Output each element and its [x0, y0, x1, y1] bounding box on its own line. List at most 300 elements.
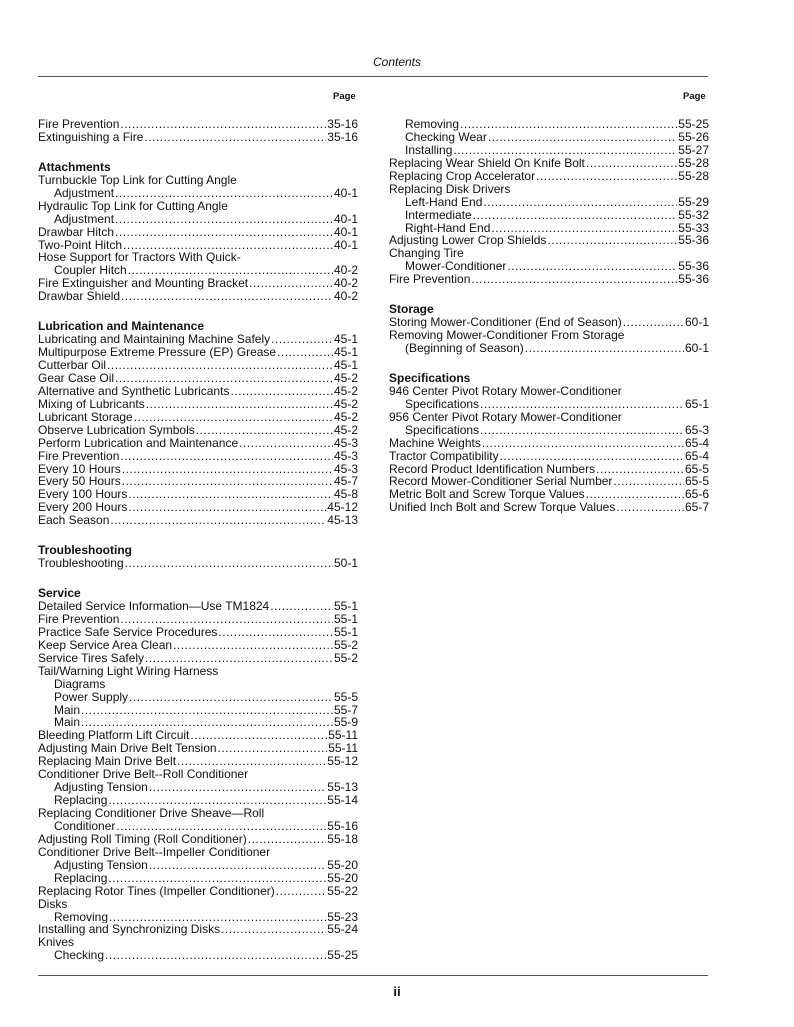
toc-entry-page: 65-4	[684, 449, 709, 463]
toc-entry-title: Changing Tire	[389, 247, 464, 261]
toc-entry-page: 45-13	[327, 514, 358, 528]
dot-leader	[547, 234, 677, 247]
dot-leader	[146, 398, 333, 411]
toc-entry-title: Replacing	[54, 871, 108, 885]
toc-entry-title: Checking	[54, 949, 105, 963]
toc-entry-page: 40-1	[333, 212, 358, 226]
toc-entry[interactable]	[38, 437, 358, 450]
toc-entry[interactable]	[38, 807, 358, 820]
toc-entry[interactable]	[38, 514, 358, 527]
dot-leader	[177, 755, 326, 768]
toc-entry[interactable]	[389, 260, 709, 273]
dot-leader	[525, 342, 684, 355]
toc-entry-page: 65-5	[684, 475, 709, 489]
dot-leader	[121, 290, 333, 303]
toc-entry[interactable]	[38, 411, 358, 424]
dot-leader	[145, 652, 333, 665]
toc-entry-title: Adjusting Tension	[54, 781, 148, 795]
toc-entry-title: Fire Prevention	[389, 273, 471, 287]
toc-entry[interactable]	[389, 170, 709, 183]
toc-entry-page: 55-25	[678, 118, 709, 131]
toc-entry-title: Main	[54, 716, 81, 730]
dot-leader	[110, 514, 326, 527]
toc-entry[interactable]	[38, 872, 358, 885]
toc-entry-page: 65-7	[684, 501, 709, 515]
dot-leader	[173, 639, 333, 652]
toc-entry-page: 55-18	[327, 832, 358, 846]
toc-entry-title: Practice Safe Service Procedures	[38, 625, 218, 639]
dot-leader	[270, 600, 333, 613]
toc-entry-title: Mixing of Lubricants	[38, 397, 145, 411]
header-rule	[38, 76, 708, 77]
toc-entry-title: Detailed Service Information—Use TM1824	[38, 600, 270, 613]
toc-entry-page: 55-25	[327, 949, 358, 963]
dot-leader	[596, 463, 684, 476]
toc-entry-page: 55-7	[333, 703, 358, 717]
dot-leader	[277, 346, 333, 359]
dot-leader	[480, 424, 684, 437]
dot-leader	[115, 213, 333, 226]
toc-entry-page: 65-1	[684, 397, 709, 411]
dot-leader	[221, 923, 326, 936]
toc-entry-title: Every 200 Hours	[38, 501, 128, 515]
toc-entry-title: Mower-Conditioner	[405, 260, 507, 274]
toc-entry[interactable]	[38, 639, 358, 652]
section-heading-service: Service	[38, 586, 81, 601]
toc-entry[interactable]	[38, 213, 358, 226]
dot-leader	[473, 209, 678, 222]
toc-entry-title: Tractor Compatibility	[389, 449, 499, 463]
toc-entry-title: Gear Case Oil	[38, 371, 115, 385]
dot-leader	[460, 118, 677, 131]
toc-entry-title: Specifications	[405, 397, 480, 411]
toc-entry-title: Drawbar Hitch	[38, 225, 115, 239]
toc-entry[interactable]	[389, 450, 709, 463]
toc-entry-title: Every 100 Hours	[38, 488, 128, 502]
toc-entry-page: 55-26	[678, 130, 709, 144]
dot-leader	[453, 144, 677, 157]
toc-entry-title: Conditioner Drive Belt--Roll Conditioner	[38, 768, 249, 782]
toc-entry-title: Conditioner Drive Belt--Impeller Conditioner	[38, 845, 271, 859]
toc-entry-title: Diagrams	[54, 677, 106, 691]
toc-entry-title: Troubleshooting	[38, 557, 124, 571]
toc-entry-page: 55-13	[327, 781, 358, 795]
toc-entry-page: 55-28	[678, 156, 709, 170]
toc-entry-title: Adjusting Main Drive Belt Tension	[38, 742, 217, 756]
toc-entry[interactable]	[38, 251, 358, 264]
section-heading-storage: Storage	[389, 302, 434, 317]
toc-entry[interactable]	[38, 626, 358, 639]
dot-leader	[613, 475, 684, 488]
toc-entry-page: 55-36	[678, 260, 709, 274]
dot-leader	[115, 372, 333, 385]
toc-entry-page: 45-1	[333, 346, 358, 359]
toc-entry[interactable]	[389, 342, 709, 355]
toc-entry-page: 55-16	[327, 819, 358, 833]
toc-entry-title: Replacing	[54, 794, 108, 807]
toc-entry-page: 65-6	[684, 488, 709, 502]
toc-entry-title: Replacing Wear Shield On Knife Bolt	[389, 156, 585, 170]
toc-entry[interactable]	[389, 118, 709, 131]
toc-entry-title: Perform Lubrication and Maintenance	[38, 436, 239, 450]
toc-entry-title: Disks	[38, 897, 68, 911]
dot-leader	[134, 411, 333, 424]
dot-leader	[471, 273, 677, 286]
toc-entry[interactable]	[38, 346, 358, 359]
dot-leader	[120, 613, 333, 626]
toc-entry-title: Right-Hand End	[405, 221, 491, 235]
toc-entry-page: 55-2	[333, 651, 358, 665]
toc-entry[interactable]	[38, 277, 358, 290]
toc-entry-page: 55-29	[678, 195, 709, 209]
dot-leader	[196, 424, 333, 437]
toc-entry[interactable]	[389, 463, 709, 476]
dot-leader	[482, 437, 684, 450]
toc-entry-title: Fire Prevention	[38, 449, 120, 463]
dot-leader	[129, 691, 333, 704]
toc-entry[interactable]	[38, 820, 358, 833]
dot-leader	[190, 729, 327, 742]
dot-leader	[115, 187, 333, 200]
toc-entry-title: Adjusting Lower Crop Shields	[389, 234, 547, 248]
toc-entry-page: 55-23	[327, 910, 358, 924]
toc-entry[interactable]	[38, 794, 358, 807]
section-heading-specifications: Specifications	[389, 370, 471, 385]
dot-leader	[128, 264, 333, 277]
toc-entry-title: Installing	[405, 143, 453, 157]
dot-leader	[276, 885, 327, 898]
toc-entry[interactable]	[389, 209, 709, 222]
toc-entry-page: 40-2	[333, 277, 358, 291]
toc-entry[interactable]	[38, 833, 358, 846]
toc-entry[interactable]	[38, 398, 358, 411]
toc-entry-page: 45-8	[333, 488, 358, 502]
left-page-column-label: Page	[333, 91, 356, 102]
toc-entry-page: 40-2	[333, 264, 358, 278]
dot-leader	[507, 260, 677, 273]
toc-entry[interactable]	[389, 247, 709, 260]
dot-leader	[120, 118, 326, 131]
dot-leader	[586, 488, 684, 501]
toc-entry[interactable]	[38, 557, 358, 570]
toc-entry-page: 45-12	[327, 501, 358, 515]
toc-entry-title: Removing	[405, 118, 460, 131]
toc-entry[interactable]	[38, 729, 358, 742]
toc-entry-page: 55-9	[333, 716, 358, 730]
toc-entry-page: 45-2	[333, 397, 358, 411]
toc-entry[interactable]	[38, 372, 358, 385]
toc-entry[interactable]	[38, 742, 358, 755]
dot-leader	[586, 157, 677, 170]
dot-leader	[491, 222, 677, 235]
toc-left-column	[38, 118, 358, 962]
dot-leader	[218, 742, 328, 755]
toc-entry[interactable]	[38, 768, 358, 781]
toc-entry-page: 45-1	[333, 359, 358, 372]
toc-entry[interactable]	[38, 385, 358, 398]
toc-entry-title: Observe Lubrication Symbols	[38, 423, 195, 437]
toc-entry-page: 55-20	[327, 858, 358, 872]
toc-entry[interactable]	[38, 488, 358, 501]
toc-entry-page: 55-36	[678, 273, 709, 287]
toc-entry[interactable]	[389, 157, 709, 170]
toc-entry-title: Bleeding Platform Lift Circuit	[38, 729, 190, 743]
toc-entry[interactable]	[38, 174, 358, 187]
toc-entry[interactable]	[38, 923, 358, 936]
toc-entry[interactable]	[38, 691, 358, 704]
toc-entry-title: Removing Mower-Conditioner From Storage	[389, 329, 625, 342]
toc-entry-title: Fire Prevention	[38, 612, 120, 626]
toc-entry[interactable]	[389, 424, 709, 437]
toc-entry-page: 55-2	[333, 638, 358, 652]
toc-entry-page: 55-14	[327, 794, 358, 807]
toc-entry[interactable]	[38, 949, 358, 962]
toc-entry-title: Hydraulic Top Link for Cutting Angle	[38, 199, 228, 213]
toc-entry-title: Replacing Main Drive Belt	[38, 755, 177, 769]
toc-entry-page: 65-5	[684, 462, 709, 476]
toc-entry-title: Alternative and Synthetic Lubricants	[38, 384, 230, 398]
toc-entry-title: (Beginning of Season)	[405, 342, 524, 355]
toc-entry-title: Replacing Disk Drivers	[389, 182, 511, 196]
dot-leader	[239, 437, 333, 450]
toc-entry-page: 45-2	[333, 423, 358, 437]
section-heading-troubleshooting: Troubleshooting	[38, 543, 132, 558]
toc-entry-page: 40-1	[333, 238, 358, 252]
toc-entry-title: Multipurpose Extreme Pressure (EP) Grease	[38, 346, 277, 359]
toc-entry-title: Adjustment	[54, 212, 115, 226]
toc-entry[interactable]	[38, 613, 358, 626]
toc-entry[interactable]	[389, 183, 709, 196]
toc-entry-title: Record Mower-Conditioner Serial Number	[389, 475, 613, 489]
dot-leader	[120, 450, 333, 463]
toc-entry-page: 45-3	[333, 449, 358, 463]
dot-leader	[536, 170, 677, 183]
toc-entry[interactable]	[38, 187, 358, 200]
dot-leader	[149, 859, 326, 872]
dot-leader	[483, 196, 677, 209]
dot-leader	[125, 557, 333, 570]
toc-entry-title: Replacing Crop Accelerator	[389, 169, 536, 183]
toc-entry-title: Extinguishing a Fire	[38, 130, 144, 144]
toc-entry-page: 55-1	[333, 600, 358, 613]
dot-leader	[123, 239, 333, 252]
toc-entry[interactable]	[38, 463, 358, 476]
toc-entry-title: Metric Bolt and Screw Torque Values	[389, 488, 585, 502]
toc-entry[interactable]	[38, 885, 358, 898]
dot-leader	[122, 475, 333, 488]
toc-entry[interactable]	[38, 859, 358, 872]
toc-entry-page: 35-16	[327, 118, 358, 131]
toc-entry-title: Power Supply	[54, 690, 129, 704]
toc-entry[interactable]	[38, 600, 358, 613]
toc-entry-page: 45-3	[333, 462, 358, 476]
dot-leader	[116, 820, 326, 833]
toc-entry[interactable]	[38, 424, 358, 437]
toc-entry[interactable]	[389, 273, 709, 286]
toc-entry[interactable]	[389, 144, 709, 157]
toc-entry-title: Storing Mower-Conditioner (End of Season)	[389, 316, 622, 330]
toc-entry-title: Knives	[38, 936, 75, 950]
toc-entry[interactable]	[389, 316, 709, 329]
toc-entry[interactable]	[389, 501, 709, 514]
toc-entry-title: Adjusting Tension	[54, 858, 148, 872]
toc-entry-page: 55-1	[333, 612, 358, 626]
toc-entry-page: 65-3	[684, 423, 709, 437]
toc-entry[interactable]	[389, 131, 709, 144]
dot-leader	[109, 911, 326, 924]
toc-entry-title: Two-Point Hitch	[38, 238, 123, 252]
toc-entry[interactable]	[38, 118, 358, 131]
dot-leader	[128, 488, 333, 501]
toc-entry[interactable]	[38, 936, 358, 949]
toc-entry[interactable]	[38, 678, 358, 691]
dot-leader	[115, 226, 333, 239]
toc-entry-page: 55-11	[328, 729, 358, 743]
toc-entry-title: Record Product Identification Numbers	[389, 462, 596, 476]
toc-entry-title: Removing	[54, 910, 109, 924]
toc-entry-title: Adjustment	[54, 186, 115, 200]
toc-entry-title: Conditioner	[54, 819, 116, 833]
dot-leader	[616, 501, 684, 514]
toc-entry[interactable]	[38, 239, 358, 252]
right-page-column-label: Page	[683, 91, 706, 102]
toc-entry-page: 40-1	[333, 186, 358, 200]
toc-entry[interactable]	[38, 501, 358, 514]
toc-entry[interactable]	[389, 475, 709, 488]
toc-entry-page: 55-20	[327, 871, 358, 885]
toc-entry[interactable]	[38, 359, 358, 372]
toc-entry-page: 55-36	[678, 234, 709, 248]
toc-entry-page: 55-22	[327, 884, 358, 898]
toc-entry-page: 55-33	[678, 221, 709, 235]
dot-leader	[108, 872, 326, 885]
toc-entry[interactable]	[389, 398, 709, 411]
toc-entry-title: Lubricating and Maintaining Machine Safely	[38, 333, 271, 347]
toc-entry-page: 45-3	[333, 436, 358, 450]
page-title: Contents	[372, 55, 422, 69]
toc-entry-title: Hose Support for Tractors With Quick-	[38, 251, 241, 265]
toc-entry[interactable]	[389, 385, 709, 398]
toc-entry-page: 55-24	[327, 923, 358, 937]
toc-entry[interactable]	[38, 450, 358, 463]
toc-entry[interactable]	[38, 652, 358, 665]
dot-leader	[500, 450, 684, 463]
toc-entry-page: 55-11	[328, 742, 358, 756]
toc-entry-title: Checking Wear	[405, 130, 487, 144]
toc-entry-title: Every 10 Hours	[38, 462, 121, 476]
toc-entry-title: Every 50 Hours	[38, 475, 121, 489]
toc-entry-page: 60-1	[684, 316, 709, 330]
toc-entry[interactable]	[38, 898, 358, 911]
toc-entry-title: Machine Weights	[389, 436, 481, 450]
dot-leader	[144, 131, 326, 144]
toc-entry-title: Each Season	[38, 514, 110, 528]
toc-entry-title: 956 Center Pivot Rotary Mower-Conditioner	[389, 410, 622, 424]
toc-entry-title: Adjusting Roll Timing (Roll Conditioner)	[38, 832, 247, 846]
toc-entry[interactable]	[389, 437, 709, 450]
dot-leader	[81, 704, 333, 717]
dot-leader	[488, 131, 677, 144]
toc-entry-title: Lubricant Storage	[38, 410, 133, 424]
toc-entry-page: 50-1	[333, 557, 358, 571]
dot-leader	[480, 398, 684, 411]
toc-entry[interactable]	[38, 781, 358, 794]
toc-entry-page: 65-4	[684, 436, 709, 450]
toc-entry-title: Service Tires Safely	[38, 651, 145, 665]
toc-entry[interactable]	[38, 226, 358, 239]
toc-entry-title: Cutterbar Oil	[38, 359, 107, 372]
dot-leader	[107, 359, 333, 372]
toc-entry-page: 55-1	[333, 625, 358, 639]
toc-entry[interactable]	[389, 222, 709, 235]
toc-entry-page: 55-12	[327, 755, 358, 769]
dot-leader	[218, 626, 333, 639]
toc-entry[interactable]	[389, 329, 709, 342]
toc-entry-title: Turnbuckle Top Link for Cutting Angle	[38, 173, 237, 187]
footer-rule	[38, 975, 708, 976]
toc-entry-page: 55-5	[333, 690, 358, 704]
toc-entry-title: Intermediate	[405, 208, 472, 222]
section-heading-lubrication-and-maintenance: Lubrication and Maintenance	[38, 319, 205, 334]
toc-entry[interactable]	[389, 196, 709, 209]
dot-leader	[108, 794, 326, 807]
toc-entry[interactable]	[38, 911, 358, 924]
toc-entry[interactable]	[38, 290, 358, 303]
toc-entry[interactable]	[389, 488, 709, 501]
toc-entry-page: 55-27	[678, 143, 709, 157]
toc-entry[interactable]	[38, 333, 358, 346]
dot-leader	[122, 463, 333, 476]
toc-entry[interactable]	[38, 704, 358, 717]
toc-entry-page: 55-28	[678, 169, 709, 183]
toc-entry-title: Left-Hand End	[405, 195, 483, 209]
toc-right-column	[389, 118, 709, 514]
toc-entry-title: Unified Inch Bolt and Screw Torque Values	[389, 501, 616, 515]
toc-entry[interactable]	[38, 200, 358, 213]
toc-entry-page: 45-2	[333, 410, 358, 424]
toc-entry[interactable]	[38, 475, 358, 488]
toc-entry[interactable]	[38, 716, 358, 729]
toc-entry-title: Specifications	[405, 423, 480, 437]
toc-entry-title: Fire Prevention	[38, 118, 120, 131]
toc-entry-title: Fire Extinguisher and Mounting Bracket	[38, 277, 249, 291]
toc-entry-page: 45-7	[333, 475, 358, 489]
toc-entry-title: Replacing Conditioner Drive Sheave—Roll	[38, 807, 265, 820]
toc-entry-title: Main	[54, 703, 81, 717]
toc-entry[interactable]	[389, 411, 709, 424]
toc-entry-page: 40-1	[333, 225, 358, 239]
toc-entry[interactable]	[38, 846, 358, 859]
toc-entry-page: 45-1	[333, 333, 358, 347]
toc-entry[interactable]	[38, 665, 358, 678]
toc-entry-page: 60-1	[684, 342, 709, 355]
dot-leader	[271, 333, 333, 346]
toc-entry-title: Installing and Synchronizing Disks	[38, 923, 221, 937]
toc-entry-title: Keep Service Area Clean	[38, 638, 173, 652]
toc-entry-title: 946 Center Pivot Rotary Mower-Conditioner	[389, 384, 622, 398]
toc-entry[interactable]	[38, 131, 358, 144]
toc-entry[interactable]	[389, 234, 709, 247]
dot-leader	[81, 716, 333, 729]
toc-entry-page: 45-2	[333, 371, 358, 385]
toc-entry-page: 35-16	[327, 130, 358, 144]
toc-entry[interactable]	[38, 755, 358, 768]
toc-entry-page: 40-2	[333, 290, 358, 304]
toc-entry[interactable]	[38, 264, 358, 277]
dot-leader	[105, 949, 326, 962]
section-heading-attachments: Attachments	[38, 159, 111, 174]
toc-entry-title: Drawbar Shield	[38, 290, 121, 304]
